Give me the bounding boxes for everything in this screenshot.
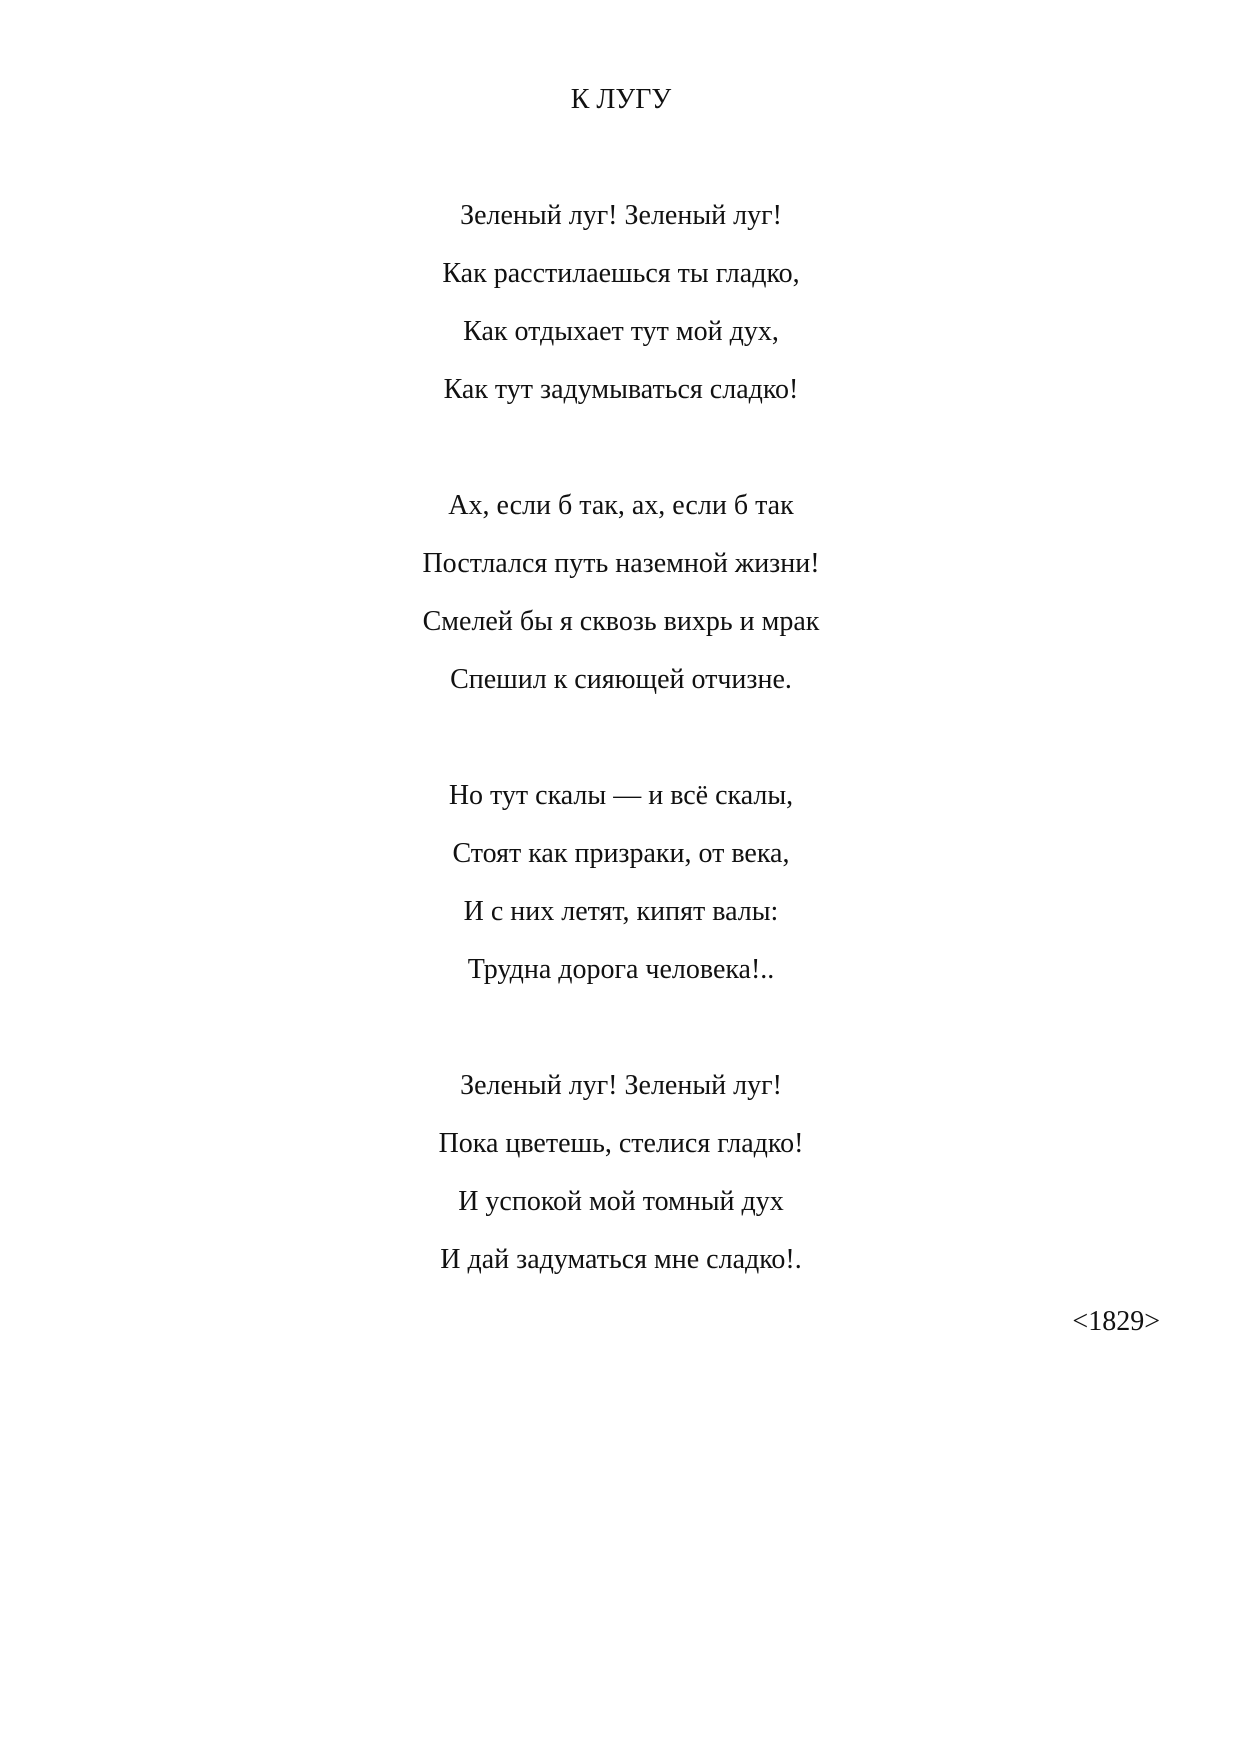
poem-line: Зеленый луг! Зеленый луг! — [460, 1070, 782, 1101]
stanza — [0, 1070, 1242, 1302]
poem-line: Стоят как призраки, от века, — [452, 838, 790, 869]
poem-line: И дай задуматься мне сладко!. — [440, 1244, 802, 1275]
poem-line: Зеленый луг! Зеленый луг! — [460, 200, 782, 231]
poem-line: Спешил к сияющей отчизне. — [450, 664, 792, 695]
poem-date: <1829> — [1072, 1306, 1160, 1337]
poem-line: Как расстилаешься ты гладко, — [442, 258, 800, 289]
poem-line: Трудна дорога человека!.. — [467, 954, 775, 985]
poem-body — [0, 200, 1242, 1360]
poem-line: Но тут скалы — и всё скалы, — [448, 780, 794, 811]
poem-line: И с них летят, кипят валы: — [463, 896, 779, 927]
poem-line: Постлался путь наземной жизни! — [422, 548, 820, 579]
poem-line: Как отдыхает тут мой дух, — [463, 316, 779, 347]
poem-line: Как тут задумываться сладко! — [443, 374, 799, 405]
stanza — [0, 490, 1242, 722]
stanza — [0, 780, 1242, 1012]
poem-line: И успокой мой томный дух — [458, 1186, 784, 1217]
poem-line: Ах, если б так, ах, если б так — [448, 490, 794, 521]
poem-line: Пока цветешь, стелися гладко! — [438, 1128, 804, 1159]
poem-title: К ЛУГУ — [570, 84, 672, 115]
poem-line: Смелей бы я сквозь вихрь и мрак — [422, 606, 820, 637]
stanza — [0, 200, 1242, 432]
